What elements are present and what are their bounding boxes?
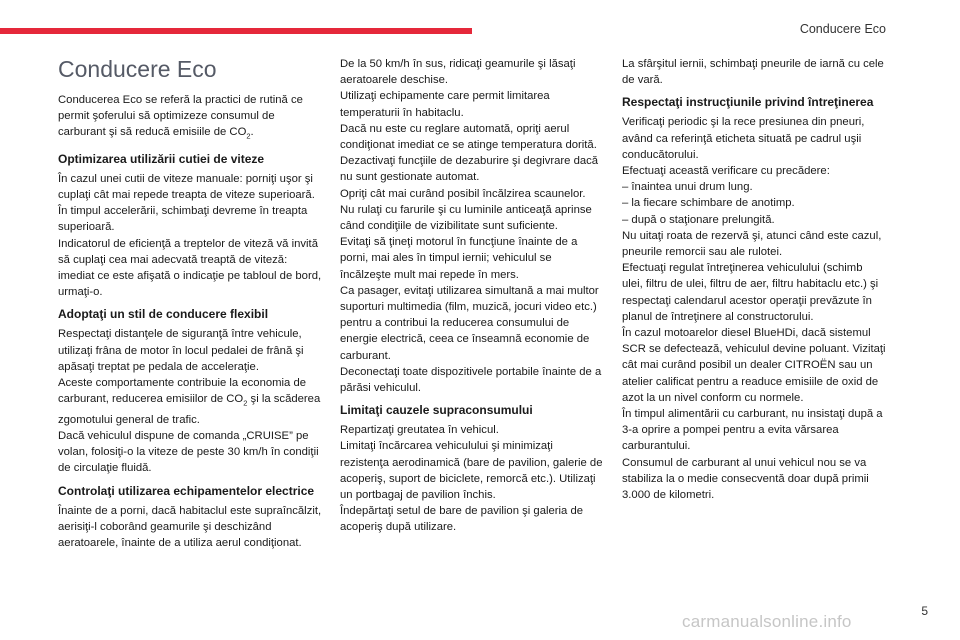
heading-electrical-equipment: Controlaţi utilizarea echipamentelor electrice	[58, 483, 315, 498]
paragraph-overconsumption: Repartizaţi greutatea în vehicul. Limitaţi încărcarea vehiculului şi minimizaţi rezistenţa aerodinamică (bare de pavilion, galerie de acoperiş, suport de biciclete, remorcă etc.). Utilizaţi un portbagaj de pavilion închis. Îndepărtaţi setul de bare de pavilion şi galeria de acoperiş după utilizare.	[340, 424, 603, 534]
intro-paragraph: Conducerea Eco se referă la practici de rutină ce permit şoferului să optimizeze consumul de carburant şi să reducă emisiile de $CO_2$.	[58, 94, 303, 141]
watermark: carmanualsonline.info	[682, 612, 852, 631]
header-accent-bar	[0, 28, 472, 34]
page-title: Conducere Eco	[58, 56, 217, 82]
header-section-title: Conducere Eco	[799, 22, 886, 36]
paragraph-electrical-equipment: Înainte de a porni, dacă habitaclul este supraîncălzit, aerisiţi-l coborând geamurile şi deschizând aeratoarele, înainte de a utiliza aerul condiţionat.	[58, 504, 322, 549]
heading-driving-style: Adoptaţi un stil de conducere flexibil	[58, 307, 269, 322]
column-2	[340, 56, 604, 539]
column-3	[622, 56, 886, 506]
heading-maintenance: Respectaţi instrucţiunile privind întreţinerea	[622, 95, 874, 110]
heading-overconsumption: Limitaţi cauzele supraconsumului	[340, 403, 533, 418]
paragraph-electrical-continued: De la 50 km/h în sus, ridicaţi geamurile şi lăsaţi aeratoarele deschise. Utilizaţi echipamente care permit limitarea temperaturii în habitaclu. Dacă nu este cu reglare automată, opriţi aerul condiţionat imediat ce se atinge temperatura dorită. Dezactivaţi funcţiile de dezaburire şi degivrare dacă nu sunt gestionate automat. Opriţi cât mai curând posibil încălzirea scaunelor. Nu rulaţi cu farurile şi cu luminile anticeaţă aprinse când condiţiile de vizibilitate sunt suficiente. Evitaţi să ţineţi motorul în funcţiune înainte de a porni, mai ales în timpul iernii; vehiculul se încălzeşte mult mai repede în mers. Ca pasager, evitaţi utilizarea simultană a mai multor suporturi multimedia (film, muzică, jocuri video etc.) pentru a contribui la reducerea consumului de energie electrică, ceea ce înseamnă economie de carburant. Deconectaţi toate dispozitivele portabile înainte de a părăsi vehiculul.	[340, 58, 602, 395]
paragraph-winter-tyres: La sfârşitul iernii, schimbaţi pneurile de iarnă cu cele de vară.	[622, 58, 884, 87]
heading-gearbox: Optimizarea utilizării cutiei de viteze	[58, 151, 265, 166]
paragraph-gearbox: În cazul unei cutii de viteze manuale: porniţi uşor şi cuplaţi cât mai repede treapta de viteze superioară. În timpul accelerării, schimbaţi devreme în treapta superioară. Indicatorul de eficienţă a treptelor de viteză vă invită să cuplaţi cea mai adecvată treaptă de viteză: imediat ce este afişată o indicaţie pe tabloul de bord, urmaţi-o.	[58, 172, 322, 299]
column-1	[58, 56, 322, 554]
paragraph-driving-style: Respectaţi distanţele de siguranţă între vehicule, utilizaţi frâna de motor în locul pedalei de frână şi apăsaţi treptat pe pedala de acceleraţie. Aceste comportamente contribuie la economia de carburant, reducerea emisiilor de $CO_2$ şi la scăderea zgomotului general de trafic. Dacă vehiculul dispune de comanda „CRUISE” pe volan, folosiţi-o la viteze de peste 30 km/h în condiţii de circulaţie fluidă.	[58, 328, 321, 475]
page-number: 5	[921, 604, 928, 618]
paragraph-maintenance: Verificaţi periodic şi la rece presiunea din pneuri, având ca referinţă eticheta situată pe cadrul uşii conducătorului. Efectuaţi această verificare cu precădere: – înaintea unui drum lung. – la fiecare schimbare de anotimp. – după o staţionare prelungită. Nu uitaţi roata de rezervă şi, atunci când este cazul, pneurile remorcii sau ale rulotei. Efectuaţi regulat întreţinerea vehiculului (schimb ulei, filtru de ulei, filtru de aer, filtru habitaclu etc.) şi respectaţi calendarul acestor operaţii prevăzute în planul de întreţinere al constructorului. În cazul motoarelor diesel BlueHDi, dacă sistemul SCR se defectează, vehiculul devine poluant. Vizitaţi cât mai curând posibil un dealer CITROËN sau un atelier calificat pentru a readuce emisiile de oxid de azot la un nivel conform cu normele. În timpul alimentării cu carburant, nu insistaţi după a 3-a oprire a pompei pentru a evita vărsarea carburantului. Consumul de carburant al unui vehicul nou se va stabiliza la o medie consecventă doar după primii 3.000 de kilometri.	[622, 116, 886, 502]
